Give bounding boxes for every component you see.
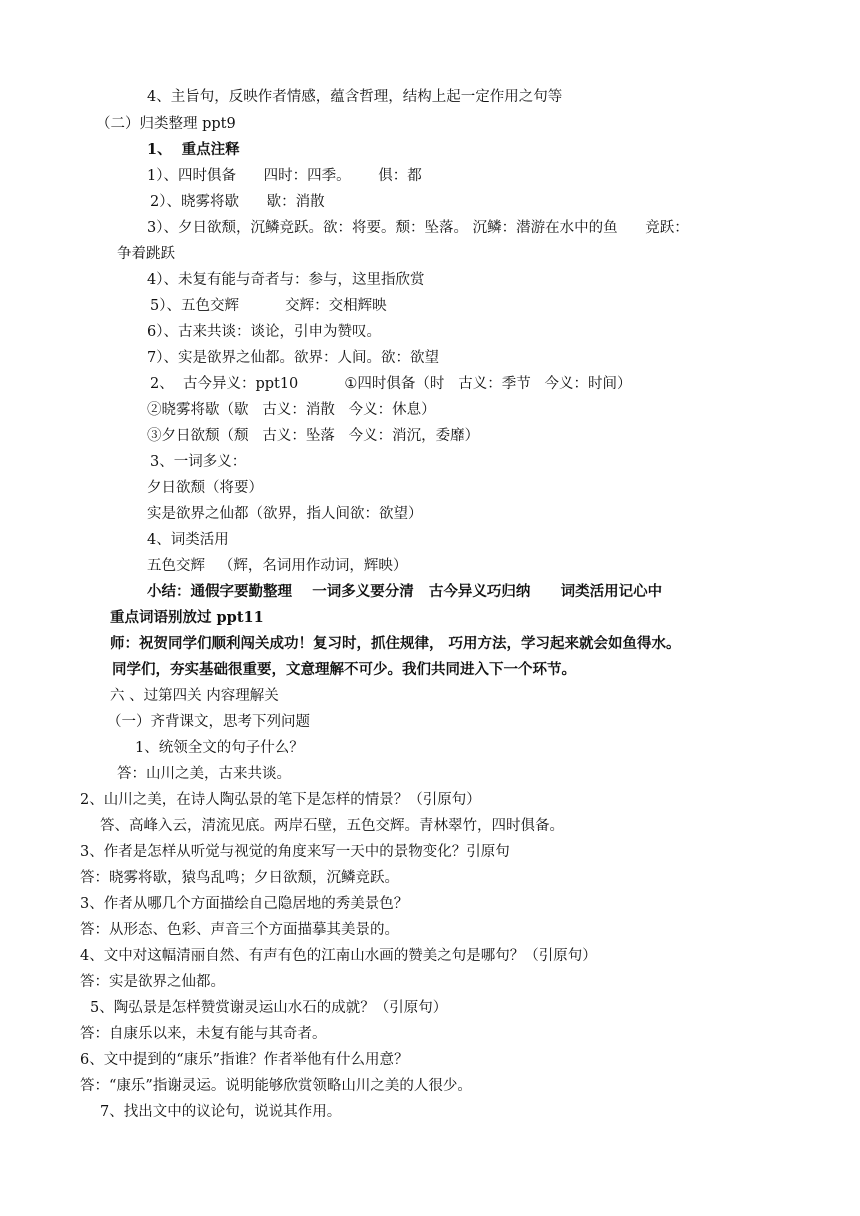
- text-line: 4）、未复有能与奇者与：参与，这里指欣赏: [147, 272, 425, 288]
- text-line: 1）、四时俱备 四时：四季。 俱：都: [147, 168, 422, 184]
- teacher-remark: 同学们，夯实基础很重要，文意理解不可少。我们共同进入下一个环节。: [112, 661, 576, 678]
- answer: 答：实是欲界之仙都。: [80, 974, 225, 990]
- answer: 答：“康乐”指谢灵运。说明能够欣赏领略山川之美的人很少。: [80, 1078, 472, 1094]
- question: 3、作者从哪几个方面描绘自己隐居地的秀美景色？: [80, 896, 409, 912]
- question: 3、作者是怎样从听觉与视觉的角度来写一天中的景物变化？引原句: [80, 844, 510, 860]
- question: 6、文中提到的“康乐”指谁？作者举他有什么用意？: [80, 1052, 409, 1068]
- text-line: 实是欲界之仙都（欲界，指人间欲：欲望）: [147, 506, 423, 522]
- section-heading: （一）齐背课文，思考下列问题: [107, 714, 310, 730]
- subsection-heading: 1、 重点注释: [147, 141, 240, 158]
- text-line: 4、词类活用: [147, 532, 229, 548]
- question: 2、山川之美，在诗人陶弘景的笔下是怎样的情景？（引原句）: [80, 792, 481, 808]
- section-heading: （二）归类整理 ppt9: [96, 116, 236, 132]
- text-line: 五色交辉 （辉，名词用作动词，辉映）: [147, 558, 408, 574]
- text-line: ②晓雾将歇（歇 古义：消散 今义：休息）: [147, 402, 436, 418]
- answer: 答：从形态、色彩、声音三个方面描摹其美景的。: [80, 922, 399, 938]
- question: 1、统领全文的句子什么？: [135, 740, 304, 756]
- text-line: ③夕日欲颓（颓 古义：坠落 今义：消沉，委靡）: [147, 428, 480, 444]
- answer: 答：晓雾将歇，猿鸟乱鸣；夕日欲颓，沉鳞竞跃。: [80, 870, 399, 886]
- answer: 答：山川之美，古来共谈。: [117, 766, 291, 782]
- answer: 答、高峰入云，清流见底。两岸石壁，五色交辉。青林翠竹，四时俱备。: [100, 818, 564, 834]
- text-line: 争着跳跃: [117, 246, 175, 262]
- text-line: 5）、五色交辉 交辉：交相辉映: [150, 298, 387, 314]
- text-line: 3）、夕日欲颓，沉鳞竞跃。欲：将要。颓：坠落。 沉鳞：潜游在水中的鱼 竞跃：: [147, 220, 689, 236]
- text-line: 2）、晓雾将歇 歇：消散: [150, 194, 325, 210]
- summary-line: 重点词语别放过 ppt11: [110, 609, 264, 626]
- summary-line: 小结：通假字要勤整理 一词多义要分清 古今异义巧归纳 词类活用记心中: [147, 583, 663, 600]
- text-line: 2、 古今异义：ppt10 ①四时俱备（时 古义：季节 今义：时间）: [150, 376, 632, 392]
- text-line: 4、主旨句，反映作者情感，蕴含哲理，结构上起一定作用之句等: [147, 89, 563, 105]
- section-heading: 六 、过第四关 内容理解关: [110, 688, 279, 704]
- question: 5、陶弘景是怎样赞赏谢灵运山水石的成就？（引原句）: [90, 1000, 448, 1016]
- answer: 答：自康乐以来，未复有能与其奇者。: [80, 1026, 327, 1042]
- question: 7、找出文中的议论句，说说其作用。: [100, 1104, 342, 1120]
- question: 4、文中对这幅清丽自然、有声有色的江南山水画的赞美之句是哪句？（引原句）: [80, 948, 597, 964]
- teacher-remark: 师：祝贺同学们顺利闯关成功！复习时，抓住规律， 巧用方法，学习起来就会如鱼得水。: [110, 635, 681, 652]
- text-line: 夕日欲颓（将要）: [147, 480, 263, 496]
- text-line: 3、一词多义：: [150, 454, 247, 470]
- text-line: 7）、实是欲界之仙都。欲界：人间。欲：欲望: [147, 350, 439, 366]
- text-line: 6）、古来共谈：谈论，引申为赞叹。: [147, 324, 381, 340]
